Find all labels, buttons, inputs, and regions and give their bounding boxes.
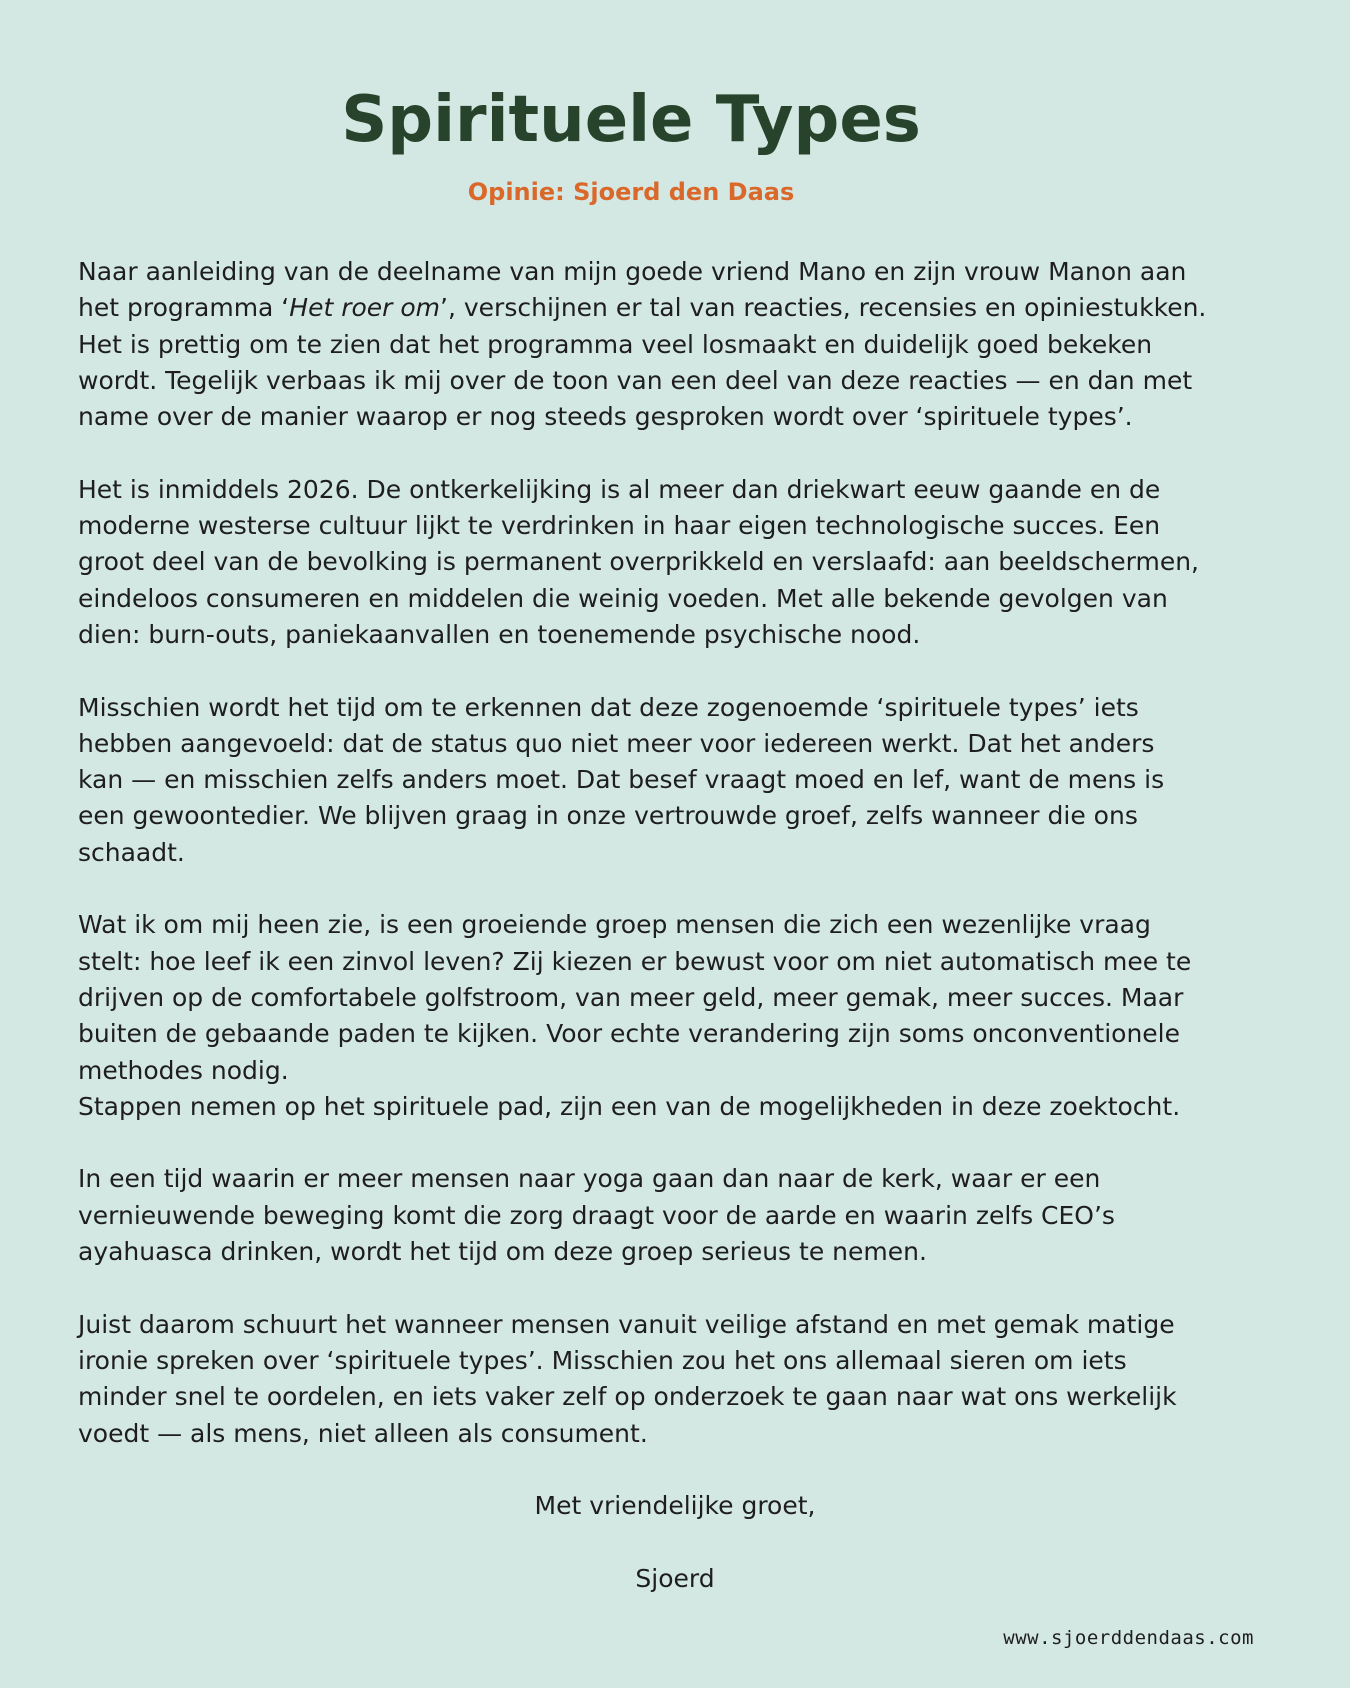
- text-line: ayahuasca drinken, wordt het tijd om deze groep serieus te nemen.: [78, 1237, 927, 1267]
- website-url: www.sjoerddendaas.com: [1003, 1627, 1254, 1649]
- text-line: kan — en misschien zelfs anders moet. Dat besef vraagt moed en lef, want de mens is: [78, 765, 1165, 795]
- paragraph-6: [78, 1307, 1273, 1452]
- text-line: Naar aanleiding van de deelname van mijn goede vriend Mano en zijn vrouw Manon aan: [78, 257, 1187, 286]
- closing-greeting: Met vriendelijke groet,: [534, 1491, 816, 1520]
- paragraph-3: [78, 690, 1273, 871]
- text-line: wordt. Tegelijk verbaas ik mij over de toon van een deel van deze reacties — en dan met: [78, 365, 1193, 395]
- text-line: ironie spreken over ‘spirituele types’. Misschien zou het ons allemaal sieren om iets: [78, 1345, 1127, 1375]
- text-line: hebben aangevoeld: dat de status quo niet meer voor iedereen werkt. Dat het anders: [78, 728, 1155, 758]
- text-line: methodes nodig.: [78, 1055, 289, 1085]
- paragraph-5: [78, 1161, 1273, 1270]
- text-line: Misschien wordt het tijd om te erkennen dat deze zogenoemde ‘spirituele types’ iets: [78, 692, 1139, 722]
- article-body: [78, 254, 1273, 1488]
- paragraph-1: [78, 254, 1273, 435]
- text-line: schaadt.: [78, 837, 185, 867]
- text-line: eindeloos consumeren en middelen die weinig voeden. Met alle bekende gevolgen van: [78, 583, 1168, 613]
- text-line: groot deel van de bevolking is permanent overprikkeld en verslaafd: aan beeldschermen,: [78, 547, 1199, 577]
- text-line: Juist daarom schuurt het wanneer mensen vanuit veilige afstand en met gemak matige: [78, 1309, 1175, 1339]
- paragraph-4: [78, 907, 1273, 1125]
- paragraph-2: [78, 472, 1273, 653]
- text-line: minder snel te oordelen, en iets vaker zelf op onderzoek te gaan naar wat ons werkelijk: [78, 1382, 1177, 1412]
- text-line: Wat ik om mij heen zie, is een groeiende groep mensen die zich een wezenlijke vraag: [78, 910, 1151, 940]
- article-title: Spirituele Types: [341, 83, 921, 157]
- text-line: voedt — als mens, niet alleen als consument.: [78, 1418, 648, 1448]
- text-line: name over de manier waarop er nog steeds gesproken wordt over ‘spirituele types’.: [78, 402, 1133, 432]
- text-line: Het is prettig om te zien dat het programma veel losmaakt en duidelijk goed bekeken: [78, 329, 1153, 359]
- text-line: stelt: hoe leef ik een zinvol leven? Zij kiezen er bewust voor om niet automatisch mee te: [78, 946, 1192, 976]
- text-line: In een tijd waarin er meer mensen naar yoga gaan dan naar de kerk, waar er een: [78, 1164, 1101, 1194]
- text-line: vernieuwende beweging komt die zorg draagt voor de aarde en waarin zelfs CEO’s: [78, 1200, 1115, 1230]
- text-line: Het is inmiddels 2026. De ontkerkelijking is al meer dan driekwart eeuw gaande en de: [78, 474, 1161, 504]
- text-line: een gewoontedier. We blijven graag in onze vertrouwde groef, zelfs wanneer die ons: [78, 801, 1138, 831]
- article-byline: Opinie: Sjoerd den Daas: [467, 178, 795, 206]
- signature: Sjoerd: [635, 1564, 715, 1593]
- text-line: moderne westerse cultuur lijkt te verdrinken in haar eigen technologische succes. Een: [78, 511, 1161, 541]
- text-line: Stappen nemen op het spirituele pad, zijn een van de mogelijkheden in deze zoektocht.: [78, 1091, 1181, 1121]
- text-line: buiten de gebaande paden te kijken. Voor echte verandering zijn soms onconventionele: [78, 1019, 1180, 1049]
- text-line: drijven op de comfortabele golfstroom, van meer geld, meer gemak, meer succes. Maar: [78, 982, 1184, 1012]
- text-line: het programma ‘Het roer om’, verschijnen er tal van reacties, recensies en opiniestukken.: [78, 293, 1207, 323]
- program-title: Het roer om: [289, 293, 441, 323]
- text-line: dien: burn-outs, paniekaanvallen en toenemende psychische nood.: [78, 619, 921, 649]
